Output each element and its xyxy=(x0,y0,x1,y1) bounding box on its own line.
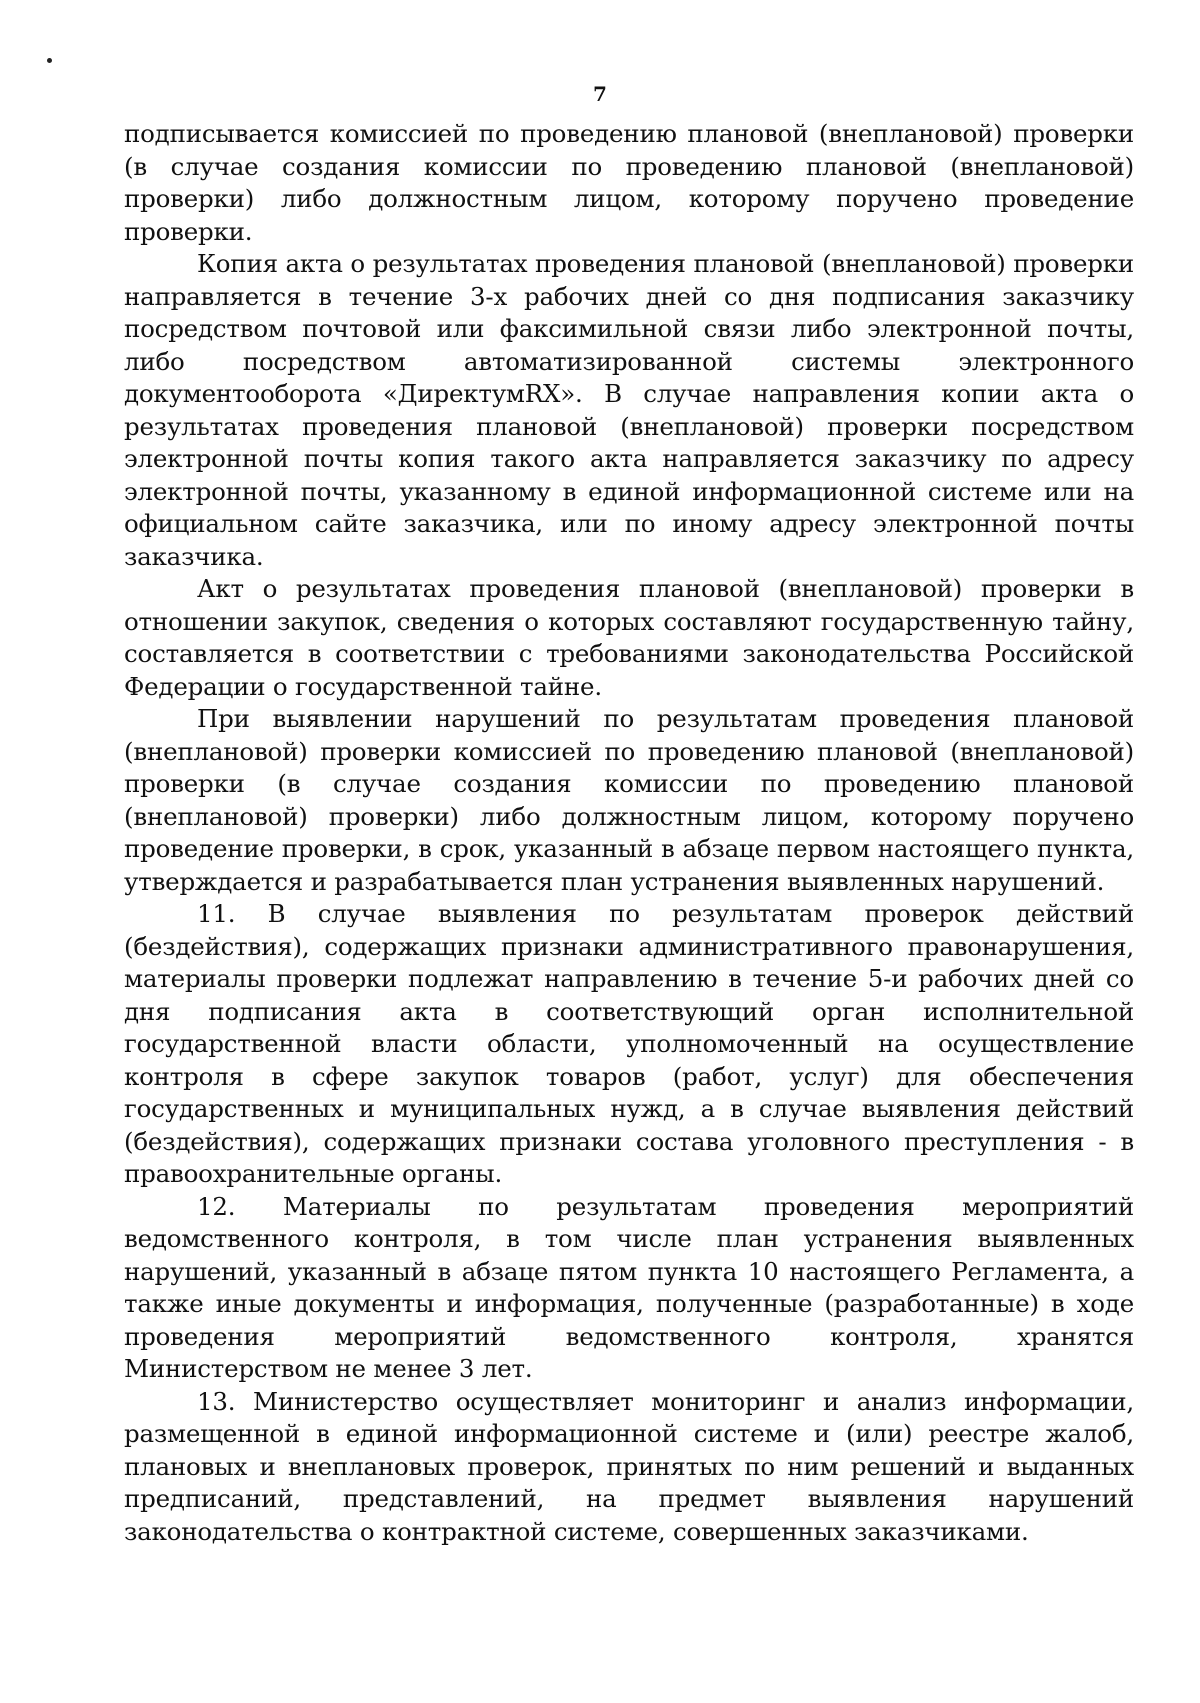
paragraph-item-11: 11. В случае выявления по результатам проверок действий (бездействия), содержащих признаки административного правонарушения, материалы проверки подлежат направлению в течение 5-и рабочих дней со дня подписания акта в соответствующий орган исполнительной государственной власти области, уполномоченный на осуществление контроля в сфере закупок товаров (работ, услуг) для обеспечения государственных и муниципальных нужд, а в случае выявления действий (бездействия), содержащих признаки состава уголовного преступления - в правоохранительные органы. xyxy=(124,899,1134,1188)
paragraph-item-13: 13. Министерство осуществляет мониторинг и анализ информации, размещенной в единой информационной системе и (или) реестре жалоб, плановых и внеплановых проверок, принятых по ним решений и выданных предписаний, представлений, на предмет выявления нарушений законодательства о контрактной системе, совершенных заказчиками. xyxy=(124,1386,1134,1546)
paragraph-item-12: 12. Материалы по результатам проведения мероприятий ведомственного контроля, в том числе план устранения выявленных нарушений, указанный в абзаце пятом пункта 10 настоящего Регламента, а также иные документы и информация, полученные (разработанные) в ходе проведения мероприятий ведомственного контроля, хранятся Министерством не менее 3 лет. xyxy=(124,1191,1134,1383)
paragraph-violations-plan: При выявлении нарушений по результатам проведения плановой (внеплановой) проверки комиссией по проведению плановой (внеплановой) проверки (в случае создания комиссии по проведению плановой (внеплановой) проверки) либо должностным лицом, которому поручено проведение проверки, в срок, указанный в абзаце первом настоящего пункта, утверждается и разрабатывается план устранения выявленных нарушений. xyxy=(124,704,1134,896)
scan-dot-mark xyxy=(47,58,52,63)
page-number: 7 xyxy=(593,82,607,106)
document-body xyxy=(124,118,1134,1548)
paragraph-continuation: подписывается комиссией по проведению плановой (внеплановой) проверки (в случае создания комиссии по проведению плановой (внеплановой) проверки) либо должностным лицом, которому поручено проведение проверки. xyxy=(124,119,1134,246)
paragraph-state-secret: Акт о результатах проведения плановой (внеплановой) проверки в отношении закупок, сведения о которых составляют государственную тайну, составляется в соответствии с требованиями законодательства Российской Федерации о государственной тайне. xyxy=(124,574,1134,701)
paragraph-act-copy: Копия акта о результатах проведения плановой (внеплановой) проверки направляется в течение 3-х рабочих дней со дня подписания заказчику посредством почтовой или факсимильной связи либо электронной почты, либо посредством автоматизированной системы электронного документооборота «ДиректумRX». В случае направления копии акта о результатах проведения плановой (внеплановой) проверки посредством электронной почты копия такого акта направляется заказчику по адресу электронной почты, указанному в единой информационной системе или на официальном сайте заказчика, или по иному адресу электронной почты заказчика. xyxy=(124,249,1134,571)
